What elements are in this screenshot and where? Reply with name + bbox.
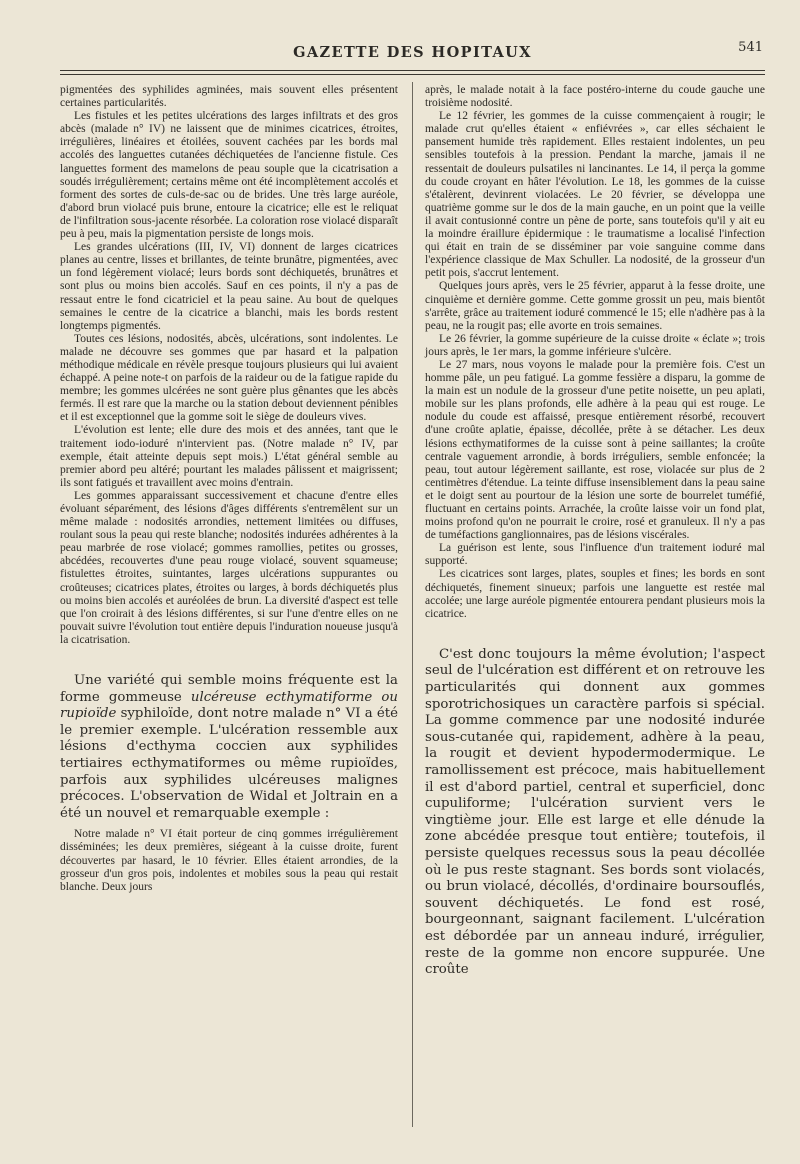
column-divider (412, 82, 413, 1127)
header-rule-thin (60, 74, 765, 75)
paragraph: Les gommes apparaissant successivement et chacune d'entre elles évoluant séparément, des lésions d'âges différents s'entremêlent sur un même malade : nodosités arrondies, nettement limitées ou diffuses, roulant sous la peau qui reste blanche; nodosités indurées adhérentes à la peau marbrée de rose violacé; gommes ramollies, petites ou grosses, abcédées, recouvertes d'une peau rouge violacé, souvent squameuse; fistulettes étroites, suintantes, larges ulcérations suppurantes ou croûteuses; cicatrices plates, étroites ou larges, à bords déchiquetés plus ou moins bien accolés et auréolées de brun. La diversité d'aspect est telle que l'on croirait à des lésions différentes, si sur l'une d'entre elles on ne pouvait suivre l'évolution tout entière depuis l'induration noueuse jusqu'à la cicatrisation. (60, 489, 398, 646)
section-gap (60, 647, 398, 673)
large-paragraph: C'est donc toujours la même évolution; l'aspect seul de l'ulcération est différent et on retrouve les particularités qui donnent aux gommes sporotrichosiques un caractère parfois si spécial. La gomme commence par une nodosité indurée sous-cutanée qui, rapidement, adhère à la peau, la rougit et devient hypodermodermique. Le ramollissement est précoce, mais habituellement il est d'abord partiel, central et superficiel, donc cupuliforme; l'ulcération survient vers le vingtième jour. Elle est large et elle dénude la zone abcédée presque tout entière; toutefois, il persiste quelques recessus sous la peau décollée où le pus reste stagnant. Ses bords sont violacés, ou brun violacé, décollés, d'ordinaire boursouflés, souvent déchiquetés. Le fond est rosé, bourgeonnant, saignant facilement. L'ulcération est débordée par un anneau induré, irrégulier, reste de la gomme non encore suppurée. Une croûte (425, 646, 765, 978)
paragraph: pigmentées des syphilides agminées, mais souvent elles présentent certaines particularités. (60, 84, 398, 110)
section-gap (425, 621, 765, 647)
large-paragraph (60, 673, 398, 822)
paragraph: Le 26 février, la gomme supérieure de la cuisse droite « éclate »; trois jours après, le 1er mars, la gomme inférieure s'ulcère. (425, 332, 765, 358)
page-number: 541 (738, 40, 763, 55)
paragraph: Le 27 mars, nous voyons le malade pour la première fois. C'est un homme pâle, un peu fatigué. La gomme fessière a disparu, la gomme de la main est un nodule de la grosseur d'une petite noisette, un peu aplati, mobile sur les plans profonds, elle adhère à la peau qui est rouge. Le nodule du coude est affaissé, presque entièrement résorbé, recouvert d'une croûte aplatie, épaisse, décollée, prête à se détacher. Les deux lésions ecthymatiformes de la cuisse sont à peine saillantes; la croûte centrale vaguement arrondie, à bords irréguliers, semble enfoncée; la peau, tout autour légèrement saillante, est rose, violacée sur plus de 2 centimètres d'étendue. La teinte diffuse insensiblement dans la peau saine et le doigt sent au pourtour de la lésion une sorte de bourrelet tuméfié, fluctuant en certains points. Arrachée, la croûte laisse voir un fond plat, moins profond qu'on ne pourrait le croire, rosé et granuleux. Il n'y a pas de tuméfactions ganglionnaires, pas de lésions viscérales. (425, 358, 765, 542)
journal-title: GAZETTE DES HOPITAUX (293, 44, 532, 61)
page-header (60, 40, 765, 68)
paragraph: L'évolution est lente; elle dure des mois et des années, tant que le traitement iodo-ioduré n'intervient pas. (Notre malade n° IV, par exemple, était atteinte depuis sept mois.) L'état général semble au premier abord peu altéré; pourtant les malades pâlissent et maigrissent; ils sont fatigués et travaillent avec moins d'entrain. (60, 424, 398, 489)
left-column (60, 84, 398, 894)
paragraph: Les grandes ulcérations (III, IV, VI) donnent de larges cicatrices planes au centre, lisses et brillantes, de teinte brunâtre, pigmentées, avec un fond légèrement violacé; leurs bords sont déchiquetés, brunâtres et sont plus ou moins bien accolés. Sauf en ces points, il n'y a pas de ressaut entre le fond cicatriciel et la peau saine. Au bout de quelques semaines le centre de la cicatrice a blanchi, mais les bords restent longtemps pigmentés. (60, 241, 398, 332)
paragraph: Quelques jours après, vers le 25 février, apparut à la fesse droite, une cinquième et dernière gomme. Cette gomme grossit un peu, mais bientôt s'arrête, grâce au traitement ioduré commencé le 15; elle n'adhère pas à la peau, ne la rougit pas; elle avorte en trois semaines. (425, 280, 765, 332)
large-paragraph-text: Une variété qui semble moins fréquente est la forme gommeuse (60, 673, 398, 705)
right-column (425, 84, 765, 979)
paragraph: Les cicatrices sont larges, plates, souples et fines; les bords en sont déchiquetés, finement sinueux; parfois une languette est restée mal accolée; une large auréole pigmentée entourera pendant plusieurs mois la cicatrice. (425, 568, 765, 620)
paragraph: Toutes ces lésions, nodosités, abcès, ulcérations, sont indolentes. Le malade ne découvre ses gommes que par hasard et la palpation méthodique médicale en révèle presque toujours plusieurs qui lui avaient échappé. A peine note-t on parfois de la raideur ou de la fatigue rapide du membre; les gommes ulcérées ne sont guère plus gênantes que les abcès fermés. Il est rare que la marche ou la station debout deviennent pénibles et il est exceptionnel que la gomme soit le siège de douleurs vives. (60, 332, 398, 424)
large-paragraph-text: syphiloïde, dont notre malade n° VI a été le premier exemple. L'ulcération ressemble aux lésions d'ecthyma coccien aux syphilides tertiaires ecthymatiformes ou même rupioïdes, parfois aux syphilides ulcéreuses malignes précoces. L'observation de Widal et Joltrain en a été un nouvel et remarquable exemple : (60, 706, 398, 821)
observation-paragraph: Notre malade n° VI était porteur de cinq gommes irrégulièrement disséminées; les deux premières, siégeant à la cuisse droite, furent découvertes par hasard, le 10 février. Elles étaient arrondies, de la grosseur d'un gros pois, indolentes et mobiles sous la peau qui restait blanche. Deux jours (60, 828, 398, 893)
paragraph: après, le malade notait à la face postéro-interne du coude gauche une troisième nodosité. (425, 84, 765, 110)
italic-term: ulcéreuse ecthymatiforme ou rupioïde (60, 689, 398, 722)
header-rule-thick (60, 70, 765, 71)
paragraph: La guérison est lente, sous l'influence d'un traitement ioduré mal supporté. (425, 542, 765, 568)
paragraph: Le 12 février, les gommes de la cuisse commençaient à rougir; le malade crut qu'elles étaient « enfiévrées », car elles séchaient le pansement humide très rapidement. Elles restaient indolentes, un peu sensibles toutefois à la pression. Pendant la marche, jamais il ne ressentait de douleurs pulsatiles ni lancinantes. Le 14, il perça la gomme du coude croyant en hâter l'évolution. Le 18, les gommes de la cuisse s'étalèrent, devinrent violacées. Le 20 février, se développa une quatrième gomme sur le dos de la main gauche, en un point que la veille il avait contusionné contre un pène de porte, sans toutefois qu'il y ait eu la moindre éraillure épidermique : le traumatisme a localisé l'infection qui était en train de se disséminer par voie sanguine comme dans l'expérience classique de Max Schuller. La nodosité, de la grosseur d'un petit pois, s'accrut lentement. (425, 110, 765, 280)
paragraph: Les fistules et les petites ulcérations des larges infiltrats et des gros abcès (malade n° IV) ne laissent que de minimes cicatrices, étroites, irrégulières, linéaires et étoilées, souvent cachées par les bords mal accolés des languettes cutanées déchiquetées de l'ancienne fistule. Ces languettes forment des mamelons de peau souple que la cicatrisation a soudés irrégulièrement; certains même ont été incomplètement accolés et forment des sortes de culs-de-sac ou de brides. Une très large auréole, d'abord brun violacé puis brune, entoure la cicatrice; elle est le reliquat de l'infiltration sous-jacente résorbée. La coloration rose violacé disparaît peu à peu, mais la pigmentation persiste de longs mois. (60, 110, 398, 241)
